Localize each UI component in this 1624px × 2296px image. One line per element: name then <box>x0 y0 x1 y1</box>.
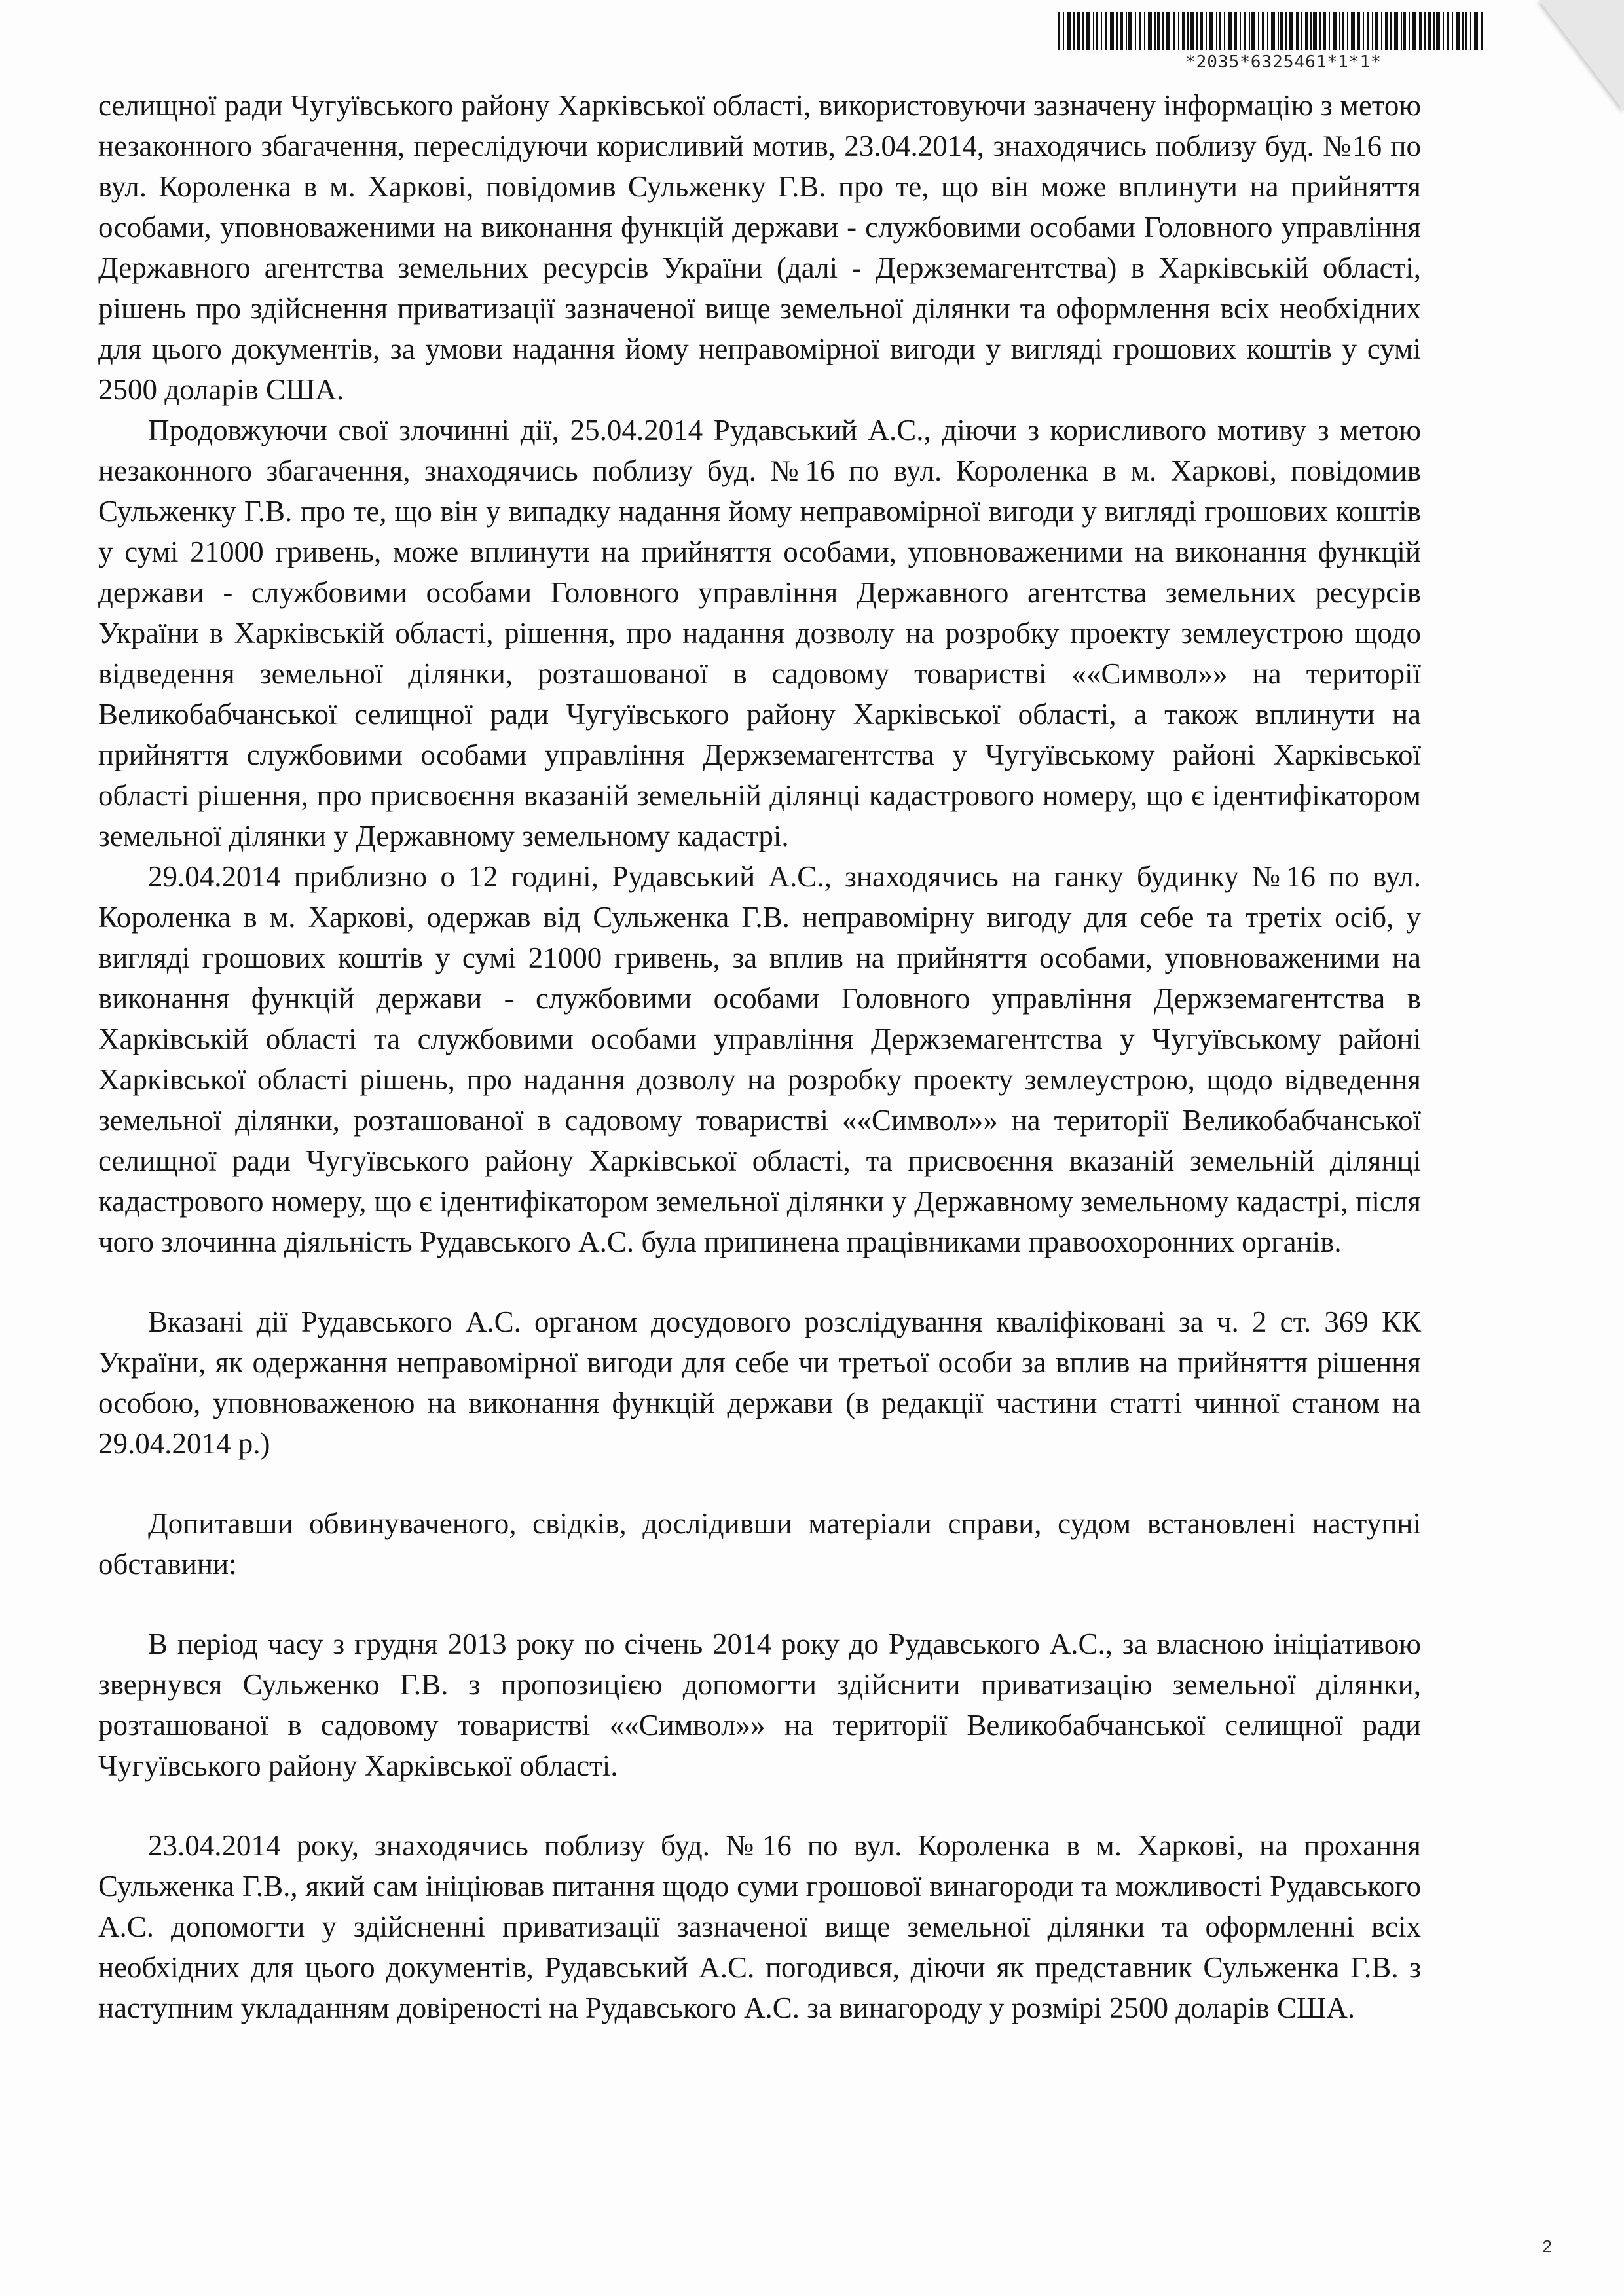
barcode-number: *2035*6325461*1*1* <box>1185 52 1382 72</box>
paragraph-29-04-2014: 29.04.2014 приблизно о 12 годині, Рудавський А.С., знаходячись на ганку будинку №16 по вул. Короленка в м. Харкові, одержав від Сульженка Г.В. неправомірну вигоду для себе та третіх осіб, у вигляді грошових коштів у сумі 21000 гривень, за вплив на прийняття особами, уповноваженими на виконання функцій держави - службовими особами Головного управління Держземагентства в Харківській області та службовими особами управління Держземагентства у Чугуївському районі Харківської області рішень, про надання дозволу на розробку проекту землеустрою, щодо відведення земельної ділянки, розташованої в садовому товаристві ««Символ»» на території Великобабчанської селищної ради Чугуївського району Харківської області, та присвоєння вказаній земельній ділянці кадастрового номеру, що є ідентифікатором земельної ділянки у Державному земельному кадастрі, після чого злочинна діяльність Рудавського А.С. була припинена працівниками правоохоронних органів. <box>98 860 1421 1258</box>
paragraph-continuation: селищної ради Чугуївського району Харківської області, використовуючи зазначену інформацію з метою незаконного збагачення, переслідуючи корисливий мотив, 23.04.2014, знаходячись поблизу буд. №16 по вул. Короленка в м. Харкові, повідомив Сульженку Г.В. про те, що він може вплинути на прийняття особами, уповноваженими на виконання функцій держави - службовими особами Головного управління Державного агентства земельних ресурсів України (далі - Держземагентства) в Харківській області, рішень про здійснення приватизації зазначеної вище земельної ділянки та оформлення всіх необхідних для цього документів, за умови надання йому неправомірної вигоди у вигляді грошових коштів у сумі 2500 доларів США. <box>98 89 1421 406</box>
paragraph-court-findings: Допитавши обвинуваченого, свідків, дослідивши матеріали справи, судом встановлені наступні обставини: <box>98 1507 1421 1580</box>
page-number: 2 <box>1542 2236 1552 2256</box>
document-body <box>98 85 1421 2028</box>
barcode-block <box>1058 12 1483 72</box>
paragraph-23-04-2014: 23.04.2014 року, знаходячись поблизу буд. №16 по вул. Короленка в м. Харкові, на прохання Сульженка Г.В., який сам ініціював питання щодо суми грошової винагороди та можливості Рудавського А.С. допомогти у здійсненні приватизації зазначеної вище земельної ділянки та оформленні всіх необхідних для цього документів, Рудавський А.С. погодився, діючи як представник Сульженка Г.В. з наступним укладанням довіреності на Рудавського А.С. за винагороду у розмірі 2500 доларів США. <box>98 1829 1421 2024</box>
page-curl-corner <box>1539 0 1624 111</box>
barcode-icon <box>1058 12 1483 50</box>
paragraph-25-04-2014: Продовжуючи свої злочинні дії, 25.04.2014 Рудавський А.С., діючи з корисливого мотиву з метою незаконного збагачення, знаходячись поблизу буд. №16 по вул. Короленка в м. Харкові, повідомив Сульженку Г.В. про те, що він у випадку надання йому неправомірної вигоди у вигляді грошових коштів у сумі 21000 гривень, може вплинути на прийняття особами, уповноваженими на виконання функцій держави - службовими особами Головного управління Державного агентства земельних ресурсів України в Харківській області, рішення, про надання дозволу на розробку проекту землеустрою щодо відведення земельної ділянки, розташованої в садовому товаристві ««Символ»» на території Великобабчанської селищної ради Чугуївського району Харківської області, а також вплинути на прийняття службовими особами управління Держземагентства у Чугуївському районі Харківської області рішення, про присвоєння вказаній земельній ділянці кадастрового номеру, що є ідентифікатором земельної ділянки у Державному земельному кадастрі. <box>98 414 1421 852</box>
paragraph-qualification: Вказані дії Рудавського А.С. органом досудового розслідування кваліфіковані за ч. 2 ст. 369 КК України, як одержання неправомірної вигоди для себе чи третьої особи за вплив на прийняття рішення особою, уповноваженою на виконання функцій держави (в редакції частини статті чинної станом на 29.04.2014 р.) <box>98 1305 1421 1460</box>
paragraph-period: В період часу з грудня 2013 року по січень 2014 року до Рудавського А.С., за власною ініціативою звернувся Сульженко Г.В. з пропозицією допомогти здійснити приватизацію земельної ділянки, розташованої в садовому товаристві ««Символ»» на території Великобабчанської селищної ради Чугуївського району Харківської області. <box>98 1628 1421 1782</box>
